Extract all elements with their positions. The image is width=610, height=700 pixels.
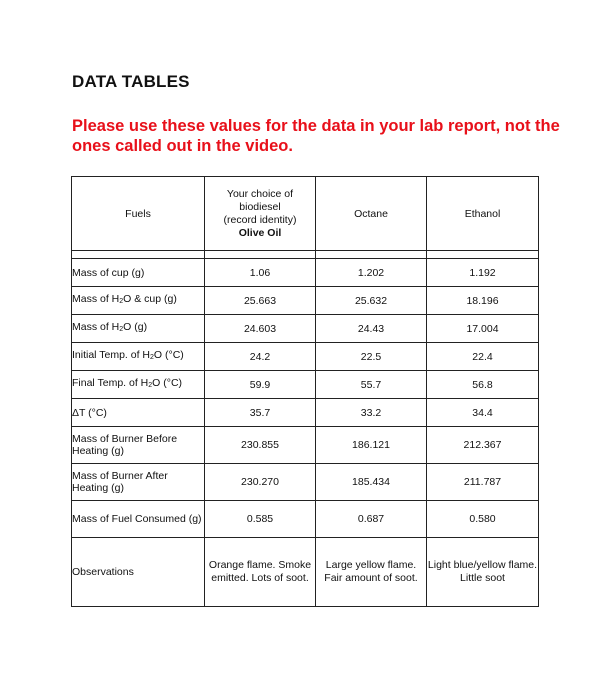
cell-olive-oil: 0.585	[205, 501, 316, 538]
row-label: Mass of cup (g)	[72, 259, 205, 287]
table-row	[72, 538, 539, 607]
row-label	[72, 343, 205, 371]
header-biodiesel-line1: Your choice of biodiesel	[226, 187, 294, 213]
row-label-text: Initial Temp. of H	[72, 349, 151, 361]
spacer-cell	[427, 251, 539, 259]
cell-octane: 55.7	[316, 371, 427, 399]
cell-ethanol: 212.367	[427, 427, 539, 464]
cell-ethanol: 18.196	[427, 287, 539, 315]
row-label-subscript: 2	[150, 354, 154, 361]
cell-octane: 22.5	[316, 343, 427, 371]
row-label-text: Final Temp. of H	[72, 377, 149, 389]
cell-olive-oil: 25.663	[205, 287, 316, 315]
cell-olive-oil: 59.9	[205, 371, 316, 399]
cell-ethanol: 22.4	[427, 343, 539, 371]
cell-olive-oil: 35.7	[205, 399, 316, 427]
warning-note: Please use these values for the data in your lab report, not the ones called out in the video.	[72, 117, 560, 155]
table-row	[72, 315, 539, 343]
cell-octane: 1.202	[316, 259, 427, 287]
row-label: Mass of Burner Before Heating (g)	[72, 427, 205, 464]
row-label: Mass of Fuel Consumed (g)	[72, 501, 205, 538]
cell-octane: 25.632	[316, 287, 427, 315]
cell-ethanol: 0.580	[427, 501, 539, 538]
cell-octane: 33.2	[316, 399, 427, 427]
cell-ethanol: 56.8	[427, 371, 539, 399]
cell-olive-oil: 24.603	[205, 315, 316, 343]
cell-ethanol: 1.192	[427, 259, 539, 287]
cell-olive-oil: 230.270	[205, 464, 316, 501]
cell-olive-oil: 1.06	[205, 259, 316, 287]
header-biodiesel-line2: (record identity)	[223, 213, 297, 226]
spacer-cell	[72, 251, 205, 259]
header-biodiesel	[205, 177, 316, 251]
table-row	[72, 501, 539, 538]
table-row	[72, 343, 539, 371]
row-label	[72, 371, 205, 399]
cell-octane: 186.121	[316, 427, 427, 464]
row-label-subscript: 2	[119, 326, 124, 333]
cell-octane: Large yellow flame. Fair amount of soot.	[316, 538, 427, 607]
row-label	[72, 315, 205, 343]
row-label-subscript: 2	[119, 298, 124, 305]
cell-olive-oil: 24.2	[205, 343, 316, 371]
row-label-text: O & cup (g)	[123, 293, 177, 305]
cell-ethanol: Light blue/yellow flame. Little soot	[427, 538, 539, 607]
row-label-text: Mass of H	[72, 321, 120, 333]
row-label: Mass of Burner After Heating (g)	[72, 464, 205, 501]
cell-ethanol: 17.004	[427, 315, 539, 343]
spacer-cell	[316, 251, 427, 259]
cell-ethanol: 34.4	[427, 399, 539, 427]
cell-octane: 0.687	[316, 501, 427, 538]
cell-olive-oil: 230.855	[205, 427, 316, 464]
page-title: DATA TABLES	[72, 72, 190, 91]
table-row	[72, 427, 539, 464]
header-biodiesel-name: Olive Oil	[238, 226, 282, 239]
table-row	[72, 287, 539, 315]
cell-olive-oil: Orange flame. Smoke emitted. Lots of soot.	[205, 538, 316, 607]
row-label: ΔT (°C)	[72, 399, 205, 427]
header-octane: Octane	[316, 177, 427, 251]
row-label-text: Mass of H	[72, 293, 120, 305]
row-label-text: O (°C)	[152, 377, 183, 389]
cell-ethanol: 211.787	[427, 464, 539, 501]
table-row	[72, 399, 539, 427]
row-label-subscript: 2	[148, 382, 153, 389]
data-table	[71, 176, 539, 607]
table-header-row	[72, 177, 539, 251]
table-row	[72, 259, 539, 287]
cell-octane: 24.43	[316, 315, 427, 343]
row-label-text: O (°C)	[153, 349, 184, 361]
header-ethanol: Ethanol	[427, 177, 539, 251]
table-row	[72, 464, 539, 501]
row-label	[72, 287, 205, 315]
header-fuels: Fuels	[72, 177, 205, 251]
row-label: Observations	[72, 538, 205, 607]
row-label-text: O (g)	[123, 321, 148, 333]
spacer-row	[72, 251, 539, 259]
cell-octane: 185.434	[316, 464, 427, 501]
table-row	[72, 371, 539, 399]
spacer-cell	[205, 251, 316, 259]
